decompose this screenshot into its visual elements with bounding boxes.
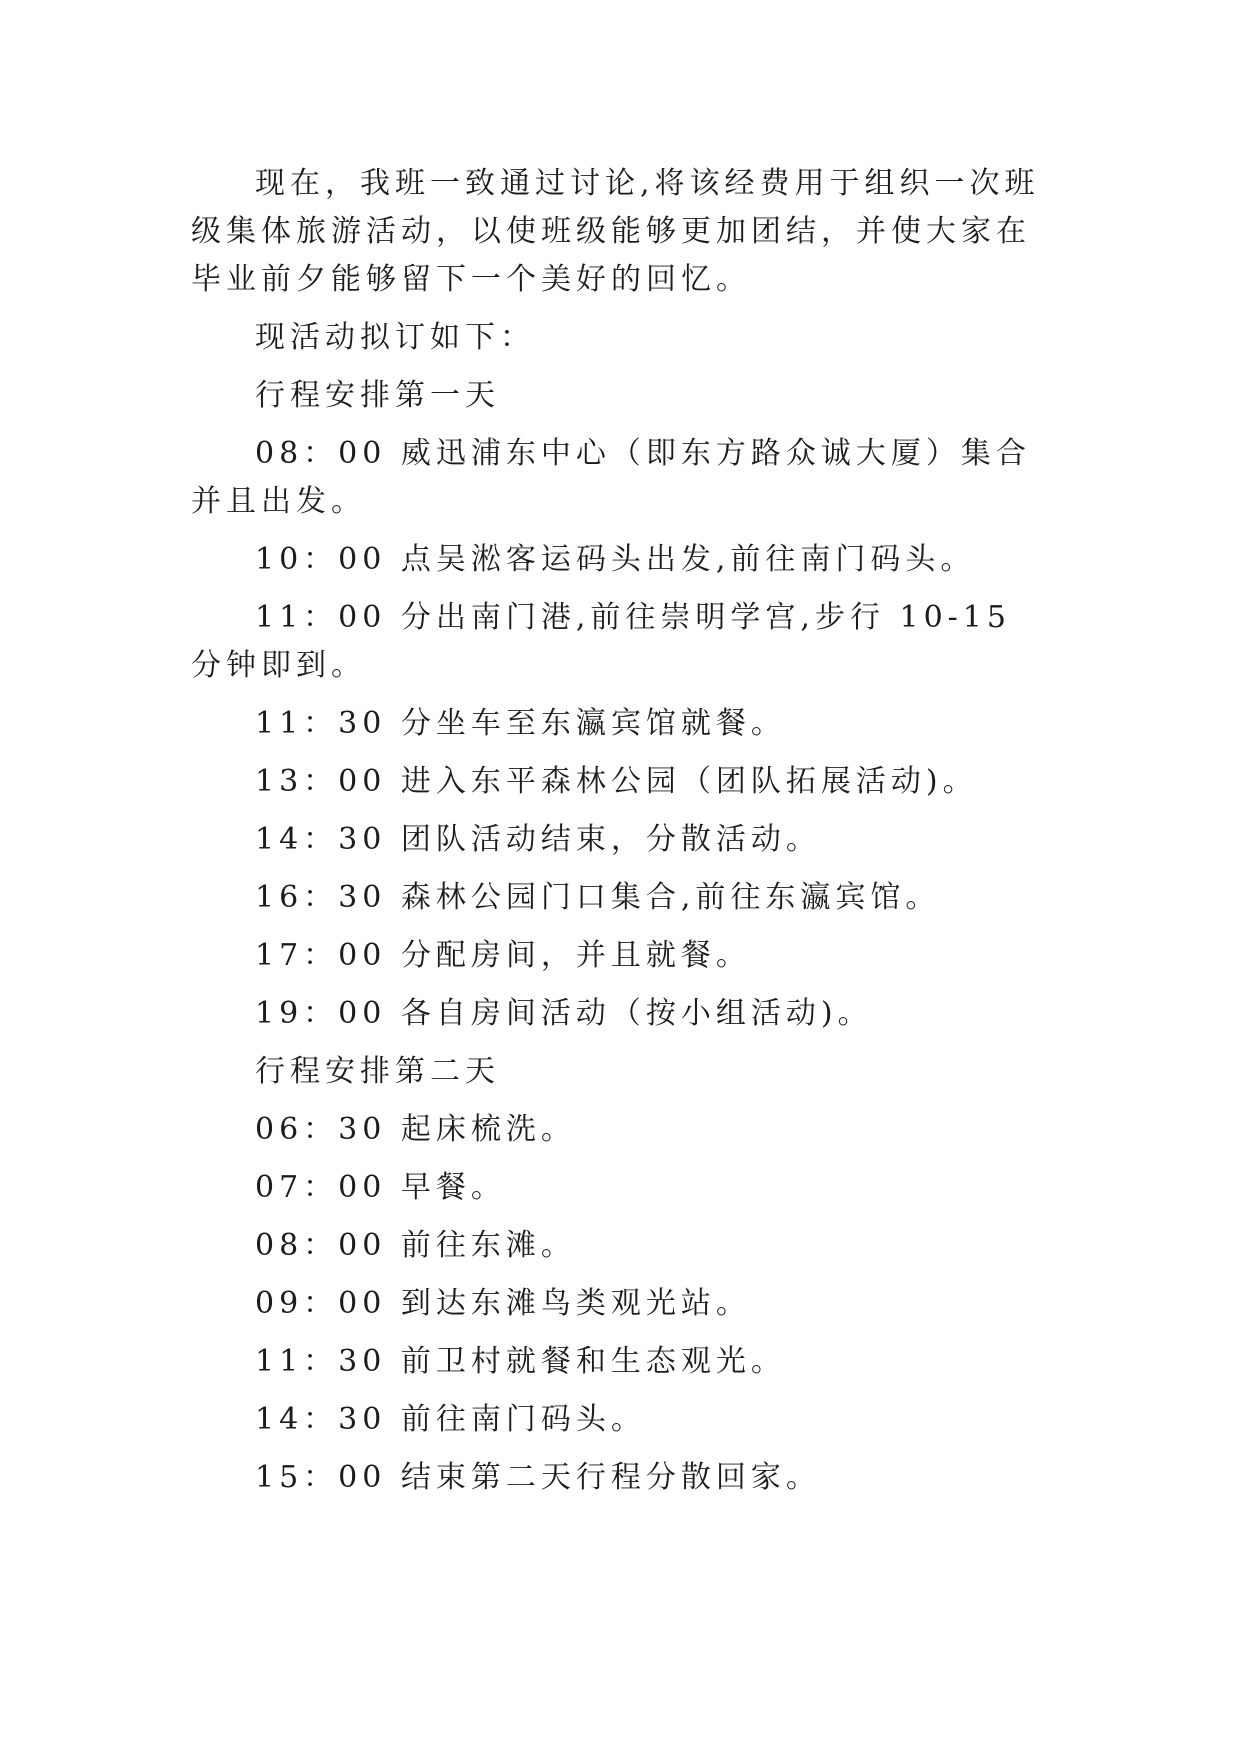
schedule-item: 17：00 分配房间，并且就餐。 [255, 938, 751, 973]
plan-heading: 现活动拟订如下： [255, 320, 535, 355]
schedule-item: 14：30 前往南门码头。 [255, 1402, 646, 1437]
schedule-item: 19：00 各自房间活动（按小组活动)。 [255, 996, 873, 1031]
intro-paragraph: 现在，我班一致通过讨论,将该经费用于组织一次班级集体旅游活动，以使班级能够更加团结，并使大家在毕业前夕能够留下一个美好的回忆。 [191, 166, 1040, 297]
day-two-heading: 行程安排第二天 [255, 1054, 500, 1089]
schedule-item: 08：00 前往东滩。 [255, 1228, 576, 1263]
schedule-item: 13：00 进入东平森林公园（团队拓展活动)。 [255, 764, 978, 799]
schedule-item: 11：30 前卫村就餐和生态观光。 [255, 1344, 786, 1379]
schedule-item: 10：00 点吴淞客运码头出发,前往南门码头。 [255, 542, 976, 577]
day-one-heading: 行程安排第一天 [255, 378, 500, 413]
schedule-item: 07：00 早餐。 [255, 1170, 506, 1205]
schedule-item: 15：00 结束第二天行程分散回家。 [255, 1460, 821, 1495]
schedule-item: 06：30 起床梳洗。 [255, 1112, 576, 1147]
schedule-item: 16：30 森林公园门口集合,前往东瀛宾馆。 [255, 880, 941, 915]
document-body [191, 160, 1051, 1512]
schedule-item: 08：00 威迅浦东中心（即东方路众诚大厦）集合并且出发。 [191, 436, 1031, 519]
schedule-item: 11：00 分出南门港,前往崇明学宫,步行 10-15 分钟即到。 [191, 600, 1011, 683]
schedule-item: 14：30 团队活动结束，分散活动。 [255, 822, 821, 857]
schedule-item: 11：30 分坐车至东瀛宾馆就餐。 [255, 706, 786, 741]
schedule-item: 09：00 到达东滩鸟类观光站。 [255, 1286, 751, 1321]
